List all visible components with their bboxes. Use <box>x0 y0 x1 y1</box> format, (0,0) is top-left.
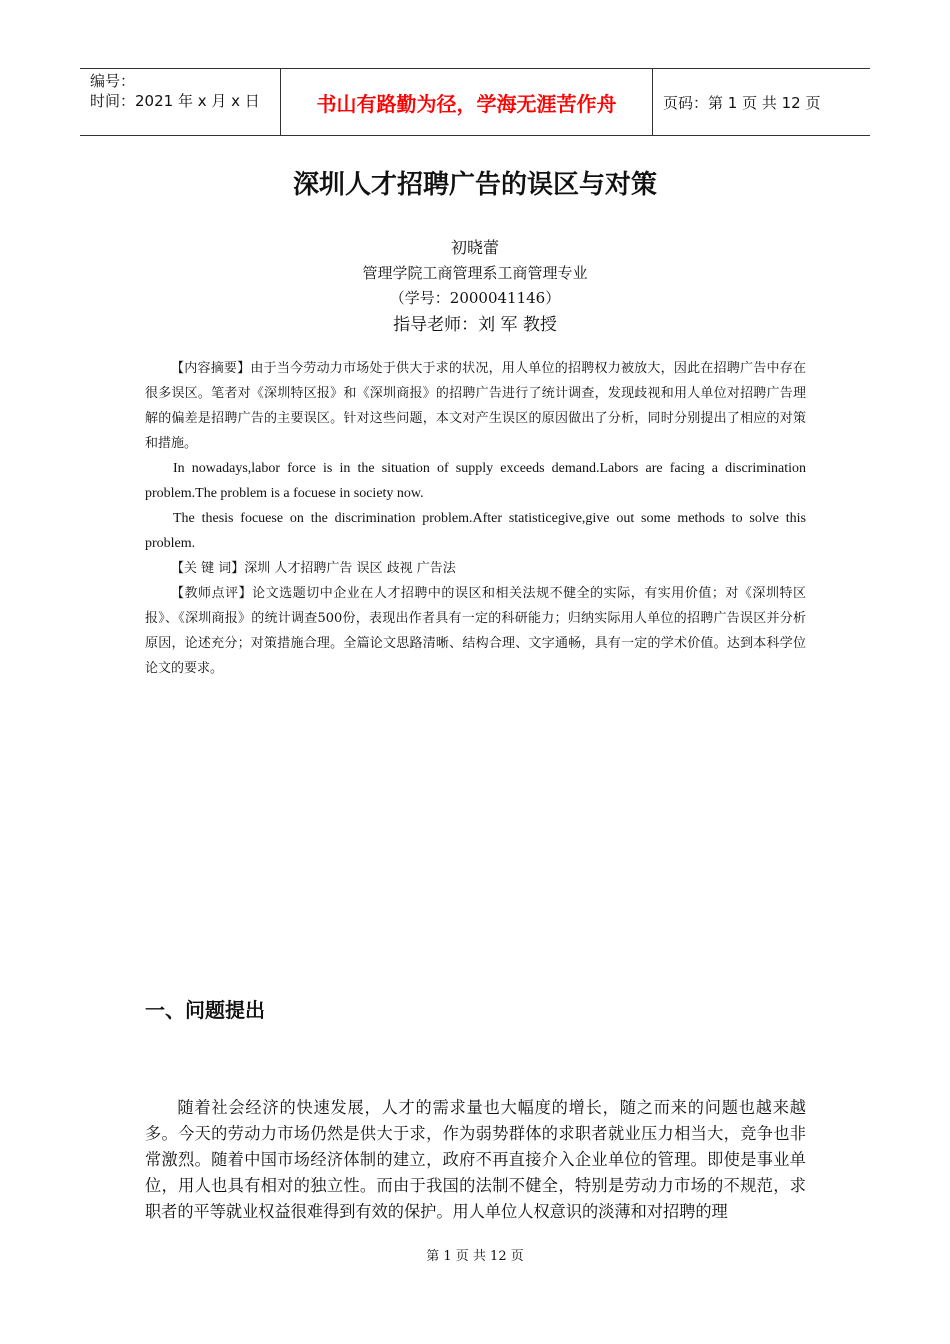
section-heading: 一、问题提出 <box>145 998 265 1022</box>
number-label: 编号： <box>90 72 136 90</box>
teacher-comment: 【教师点评】论文选题切中企业在人才招聘中的误区和相关法规不健全的实际，有实用价值；对《深圳特区报》、《深圳商报》的统计调查500份，表现出作者具有一定的科研能力；归纳实际用人单位的招聘广告误区并分析原因，论述充分；对策措施合理。全篇论文思路清晰、结构合理、文字通畅，具有一定的学术价值。达到本科学位论文的要求。 <box>145 586 806 676</box>
time-label: 时间：2021 年 x 月 x 日 <box>90 92 260 110</box>
abstract-block <box>145 356 806 681</box>
body-paragraph: 随着社会经济的快速发展，人才的需求量也大幅度的增长，随之而来的问题也越来越多。今天的劳动力市场仍然是供大于求，作为弱势群体的求职者就业压力相当大，竞争也非常激烈。随着中国市场经济体制的建立，政府不再直接介入企业单位的管理。即使是事业单位，用人也具有相对的独立性。而由于我国的法制不健全，特别是劳动力市场的不规范，求职者的平等就业权益很难得到有效的保护。用人单位人权意识的淡薄和对招聘的理 <box>145 1098 806 1221</box>
header-meta <box>80 69 281 135</box>
header-page-info: 页码：第 1 页 共 12 页 <box>663 93 821 112</box>
header-motto: 书山有路勤为径，学海无涯苦作舟 <box>281 69 653 135</box>
section-body <box>145 1095 806 1225</box>
keywords: 【关 键 词】深圳 人才招聘广告 误区 歧视 广告法 <box>171 561 456 576</box>
student-id: （学号：2000041146） <box>389 289 561 307</box>
document-title: 深圳人才招聘广告的误区与对策 <box>292 170 657 200</box>
department: 管理学院工商管理系工商管理专业 <box>362 264 588 282</box>
abstract-english-1: In nowadays,labor force is in the situation of supply exceeds demand.Labors are facing a discrimination problem.The problem is a focuese in society now. <box>145 461 806 501</box>
abstract-summary: 【内容摘要】由于当今劳动力市场处于供大于求的状况，用人单位的招聘权力被放大，因此在招聘广告中存在很多误区。笔者对《深圳特区报》和《深圳商报》的招聘广告进行了统计调查，发现歧视和用人单位对招聘广告理解的偏差是招聘广告的主要误区。针对这些问题，本文对产生误区的原因做出了分析，同时分别提出了相应的对策和措施。 <box>145 361 806 451</box>
page-footer: 第 1 页 共 12 页 <box>426 1249 524 1264</box>
advisor: 指导老师：刘 军 教授 <box>393 315 557 335</box>
abstract-english-2: The thesis focuese on the discrimination problem.After statisticegive,give out some methods to solve this problem. <box>145 511 806 551</box>
author-name: 初晓蕾 <box>450 238 499 257</box>
header-table <box>80 68 870 136</box>
